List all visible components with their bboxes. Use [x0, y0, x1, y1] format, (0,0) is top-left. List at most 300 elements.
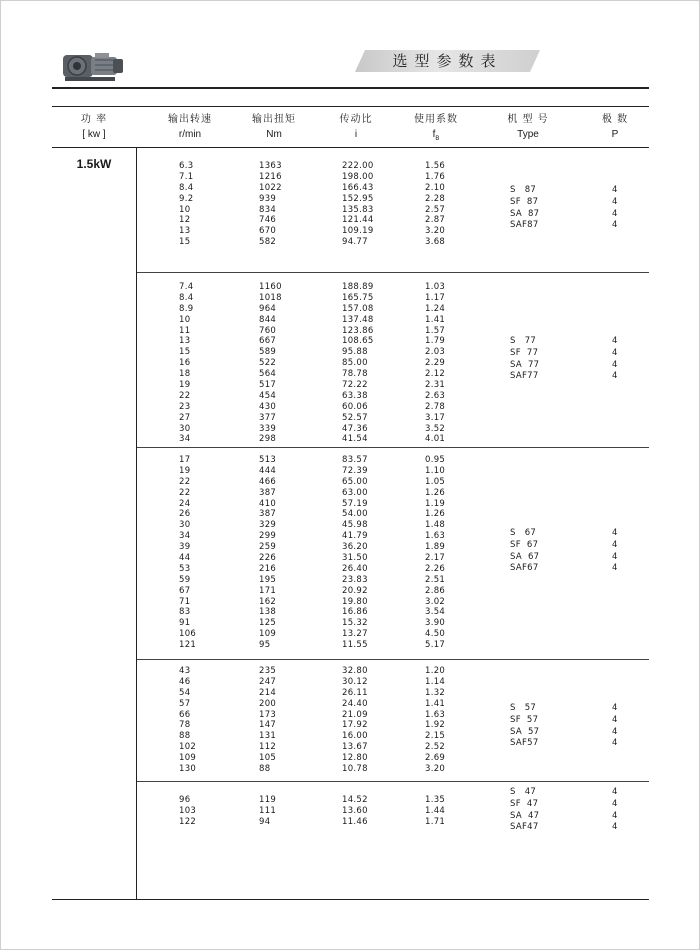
- ratio-cell: 45.98: [342, 520, 368, 531]
- output-torque-cell: 760: [259, 325, 277, 336]
- ratio-cell: 24.40: [342, 698, 368, 709]
- output-torque-cell: 119: [259, 795, 277, 805]
- pole-cell: 4: [612, 347, 618, 358]
- ratio-cell: 63.38: [342, 390, 368, 401]
- ratio-cell: 13.60: [342, 805, 368, 816]
- type-row: [510, 738, 650, 750]
- ratio-cell: 63.00: [342, 487, 368, 498]
- output-torque-cell: 589: [259, 347, 277, 358]
- output-speed-cell: 19: [179, 380, 191, 391]
- output-torque-cell: 1216: [259, 171, 282, 182]
- service-factor-cell: 2.29: [425, 358, 446, 369]
- output-speed-cell: 17: [179, 455, 191, 465]
- output-torque-cell: 226: [259, 553, 277, 564]
- service-factor-cell: 2.87: [425, 215, 446, 226]
- ratio-cell: 137.48: [342, 314, 374, 325]
- output-torque-cell: 522: [259, 358, 277, 369]
- service-factor-cell: 1.24: [425, 303, 446, 314]
- output-torque-cell: 466: [259, 476, 277, 487]
- output-torque-cell: 112: [259, 742, 277, 753]
- pole-cell: 4: [612, 822, 618, 833]
- type-cell: S 47: [510, 787, 537, 797]
- pole-cell: 4: [612, 714, 618, 725]
- pole-cell: 4: [612, 738, 618, 749]
- service-factor-cell: 2.10: [425, 182, 446, 193]
- output-torque-cell: 339: [259, 423, 277, 434]
- output-speed-cell: 122: [179, 816, 197, 827]
- output-speed-cell: 12: [179, 215, 191, 226]
- output-speed-cell: 91: [179, 618, 191, 629]
- pole-cell: 4: [612, 726, 618, 737]
- ratio-cell: 12.80: [342, 753, 368, 764]
- type-list: [510, 703, 650, 750]
- spec-group: [137, 147, 649, 272]
- output-speed-cell: 96: [179, 795, 191, 805]
- type-cell: S 87: [510, 185, 537, 195]
- type-row: [510, 209, 650, 221]
- service-factor-cell: 2.26: [425, 563, 446, 574]
- type-row: [510, 197, 650, 209]
- output-speed-cell: 39: [179, 542, 191, 553]
- header-output-torque: 输出扭矩 Nm: [252, 114, 296, 140]
- service-factor-cell: 0.95: [425, 455, 446, 465]
- ratio-cell: 108.65: [342, 336, 374, 347]
- service-factor-cell: 1.79: [425, 336, 446, 347]
- output-speed-cell: 57: [179, 698, 191, 709]
- gear-motor-icon: [57, 47, 129, 83]
- service-factor-cell: 1.10: [425, 465, 446, 476]
- type-cell: S 67: [510, 528, 537, 538]
- ratio-cell: 13.27: [342, 629, 368, 640]
- pole-cell: 4: [612, 551, 618, 562]
- output-torque-cell: 834: [259, 204, 277, 215]
- output-speed-cell: 103: [179, 805, 197, 816]
- output-torque-cell: 171: [259, 585, 277, 596]
- output-speed-cell: 8.4: [179, 182, 194, 193]
- output-speed-cell: 6.3: [179, 161, 194, 171]
- output-speed-cell: 54: [179, 687, 191, 698]
- output-torque-cell: 454: [259, 390, 277, 401]
- title-band: [355, 50, 540, 72]
- type-cell: SAF47: [510, 822, 539, 833]
- service-factor-cell: 1.20: [425, 666, 446, 676]
- ratio-cell: 165.75: [342, 292, 374, 303]
- pole-cell: 4: [612, 787, 618, 797]
- type-row: [510, 336, 650, 348]
- output-speed-cell: 15: [179, 237, 191, 248]
- ratio-cell: 20.92: [342, 585, 368, 596]
- service-factor-cell: 4.50: [425, 629, 446, 640]
- output-speed-cell: 34: [179, 434, 191, 445]
- type-cell: S 57: [510, 703, 537, 713]
- ratio-cell: 54.00: [342, 509, 368, 520]
- output-speed-cell: 66: [179, 709, 191, 720]
- output-speed-cell: 34: [179, 531, 191, 542]
- service-factor-cell: 3.17: [425, 412, 446, 423]
- output-speed-cell: 44: [179, 553, 191, 564]
- service-factor-cell: 2.57: [425, 204, 446, 215]
- ratio-cell: 95.88: [342, 347, 368, 358]
- ratio-cell: 15.32: [342, 618, 368, 629]
- ratio-cell: 26.40: [342, 563, 368, 574]
- type-list: [510, 787, 650, 834]
- service-factor-cell: 1.57: [425, 325, 446, 336]
- output-speed-cell: 7.1: [179, 171, 194, 182]
- output-torque-cell: 517: [259, 380, 277, 391]
- ratio-cell: 23.83: [342, 574, 368, 585]
- service-factor-cell: 2.63: [425, 390, 446, 401]
- service-factor-cell: 3.90: [425, 618, 446, 629]
- service-factor-cell: 3.68: [425, 237, 446, 248]
- output-torque-cell: 195: [259, 574, 277, 585]
- output-speed-cell: 43: [179, 666, 191, 676]
- spec-group: [137, 272, 649, 447]
- ratio-cell: 16.00: [342, 731, 368, 742]
- spec-group: [137, 659, 649, 781]
- service-factor-cell: 2.28: [425, 193, 446, 204]
- type-cell: SA 67: [510, 551, 540, 562]
- output-torque-cell: 746: [259, 215, 277, 226]
- output-torque-cell: 1022: [259, 182, 282, 193]
- service-factor-cell: 3.54: [425, 607, 446, 618]
- header-type: 机 型 号 Type: [507, 114, 549, 140]
- output-torque-cell: 844: [259, 314, 277, 325]
- ratio-cell: 166.43: [342, 182, 374, 193]
- service-factor-cell: 2.31: [425, 380, 446, 391]
- type-cell: SA 77: [510, 359, 540, 370]
- output-speed-cell: 102: [179, 742, 197, 753]
- output-speed-cell: 22: [179, 390, 191, 401]
- service-factor-cell: 1.19: [425, 498, 446, 509]
- output-torque-cell: 138: [259, 607, 277, 618]
- output-speed-cell: 7.4: [179, 282, 194, 292]
- service-factor-cell: 1.56: [425, 161, 446, 171]
- type-row: [510, 552, 650, 564]
- ratio-cell: 157.08: [342, 303, 374, 314]
- type-row: [510, 220, 650, 232]
- output-speed-cell: 13: [179, 226, 191, 237]
- type-row: [510, 348, 650, 360]
- ratio-cell: 52.57: [342, 412, 368, 423]
- type-cell: SF 47: [510, 798, 539, 809]
- output-speed-cell: 121: [179, 640, 197, 651]
- ratio-cell: 188.89: [342, 282, 374, 292]
- output-torque-cell: 147: [259, 720, 277, 731]
- service-factor-cell: 2.78: [425, 401, 446, 412]
- ratio-cell: 47.36: [342, 423, 368, 434]
- type-list: [510, 336, 650, 383]
- type-row: [510, 787, 650, 799]
- type-row: [510, 540, 650, 552]
- ratio-cell: 26.11: [342, 687, 368, 698]
- output-speed-cell: 106: [179, 629, 197, 640]
- output-torque-cell: 513: [259, 455, 277, 465]
- output-torque-cell: 670: [259, 226, 277, 237]
- output-torque-cell: 216: [259, 563, 277, 574]
- table-header: [52, 107, 649, 148]
- output-torque-cell: 1018: [259, 292, 282, 303]
- ratio-cell: 11.46: [342, 816, 368, 827]
- output-torque-cell: 387: [259, 487, 277, 498]
- output-torque-cell: 125: [259, 618, 277, 629]
- header-poles: 极 数 P: [601, 114, 629, 140]
- service-factor-cell: 1.05: [425, 476, 446, 487]
- type-cell: SF 77: [510, 347, 539, 358]
- pole-cell: 4: [612, 563, 618, 574]
- service-factor-cell: 1.76: [425, 171, 446, 182]
- page-title: 选型参数表: [392, 52, 503, 70]
- ratio-cell: 32.80: [342, 666, 368, 676]
- ratio-cell: 19.80: [342, 596, 368, 607]
- pole-cell: 4: [612, 703, 618, 713]
- header-rule: [52, 87, 649, 89]
- type-row: [510, 811, 650, 823]
- pole-cell: 4: [612, 798, 618, 809]
- pole-cell: 4: [612, 336, 618, 346]
- service-factor-cell: 1.48: [425, 520, 446, 531]
- output-torque-cell: 564: [259, 369, 277, 380]
- output-speed-cell: 88: [179, 731, 191, 742]
- output-torque-cell: 162: [259, 596, 277, 607]
- ratio-cell: 94.77: [342, 237, 368, 248]
- output-speed-cell: 22: [179, 476, 191, 487]
- service-factor-cell: 2.12: [425, 369, 446, 380]
- output-torque-cell: 410: [259, 498, 277, 509]
- output-torque-cell: 1160: [259, 282, 282, 292]
- service-factor-cell: 2.69: [425, 753, 446, 764]
- service-factor-cell: 2.52: [425, 742, 446, 753]
- service-factor-cell: 1.44: [425, 805, 446, 816]
- output-speed-cell: 59: [179, 574, 191, 585]
- type-cell: SA 57: [510, 726, 540, 737]
- output-torque-cell: 329: [259, 520, 277, 531]
- service-factor-cell: 5.17: [425, 640, 446, 651]
- service-factor-cell: 1.41: [425, 314, 446, 325]
- output-torque-cell: 247: [259, 676, 277, 687]
- ratio-cell: 60.06: [342, 401, 368, 412]
- ratio-cell: 109.19: [342, 226, 374, 237]
- output-speed-cell: 8.9: [179, 303, 194, 314]
- output-torque-cell: 444: [259, 465, 277, 476]
- ratio-cell: 21.09: [342, 709, 368, 720]
- header-power: 功 率 [ kw ]: [80, 114, 108, 140]
- pole-cell: 4: [612, 810, 618, 821]
- output-speed-cell: 10: [179, 314, 191, 325]
- service-factor-cell: 2.15: [425, 731, 446, 742]
- ratio-cell: 72.39: [342, 465, 368, 476]
- output-speed-cell: 8.4: [179, 292, 194, 303]
- ratio-cell: 78.78: [342, 369, 368, 380]
- type-cell: SAF87: [510, 220, 539, 231]
- output-torque-cell: 667: [259, 336, 277, 347]
- output-torque-cell: 939: [259, 193, 277, 204]
- output-speed-cell: 15: [179, 347, 191, 358]
- output-torque-cell: 259: [259, 542, 277, 553]
- output-torque-cell: 299: [259, 531, 277, 542]
- service-factor-cell: 1.92: [425, 720, 446, 731]
- type-cell: SF 67: [510, 539, 539, 550]
- output-torque-cell: 298: [259, 434, 277, 445]
- output-speed-cell: 10: [179, 204, 191, 215]
- output-torque-cell: 173: [259, 709, 277, 720]
- service-factor-cell: 1.89: [425, 542, 446, 553]
- output-speed-cell: 27: [179, 412, 191, 423]
- output-speed-cell: 53: [179, 563, 191, 574]
- output-speed-cell: 130: [179, 764, 197, 775]
- type-row: [510, 727, 650, 739]
- output-speed-cell: 30: [179, 423, 191, 434]
- output-torque-cell: 94: [259, 816, 271, 827]
- pole-cell: 4: [612, 196, 618, 207]
- ratio-cell: 123.86: [342, 325, 374, 336]
- service-factor-cell: 2.17: [425, 553, 446, 564]
- service-factor-cell: 1.17: [425, 292, 446, 303]
- output-speed-cell: 109: [179, 753, 197, 764]
- ratio-cell: 17.92: [342, 720, 368, 731]
- spec-group: [137, 447, 649, 659]
- output-torque-cell: 200: [259, 698, 277, 709]
- spec-group: [137, 781, 649, 899]
- output-torque-cell: 582: [259, 237, 277, 248]
- output-speed-cell: 83: [179, 607, 191, 618]
- service-factor-cell: 3.02: [425, 596, 446, 607]
- service-factor-cell: 2.51: [425, 574, 446, 585]
- type-row: [510, 371, 650, 383]
- service-factor-cell: 1.26: [425, 509, 446, 520]
- pole-cell: 4: [612, 359, 618, 370]
- output-torque-cell: 235: [259, 666, 277, 676]
- ratio-cell: 135.83: [342, 204, 374, 215]
- output-speed-cell: 19: [179, 465, 191, 476]
- type-row: [510, 703, 650, 715]
- ratio-cell: 13.67: [342, 742, 368, 753]
- type-list: [510, 185, 650, 232]
- output-speed-cell: 71: [179, 596, 191, 607]
- type-cell: SA 47: [510, 810, 540, 821]
- pole-cell: 4: [612, 220, 618, 231]
- type-cell: SA 87: [510, 208, 540, 219]
- output-speed-cell: 46: [179, 676, 191, 687]
- output-speed-cell: 13: [179, 336, 191, 347]
- type-row: [510, 799, 650, 811]
- ratio-cell: 31.50: [342, 553, 368, 564]
- output-torque-cell: 105: [259, 753, 277, 764]
- ratio-cell: 152.95: [342, 193, 374, 204]
- output-speed-cell: 78: [179, 720, 191, 731]
- output-torque-cell: 214: [259, 687, 277, 698]
- output-torque-cell: 377: [259, 412, 277, 423]
- ratio-cell: 36.20: [342, 542, 368, 553]
- type-row: [510, 360, 650, 372]
- output-torque-cell: 109: [259, 629, 277, 640]
- output-speed-cell: 16: [179, 358, 191, 369]
- output-speed-cell: 23: [179, 401, 191, 412]
- service-factor-cell: 2.03: [425, 347, 446, 358]
- type-row: [510, 528, 650, 540]
- ratio-cell: 16.86: [342, 607, 368, 618]
- service-factor-cell: 3.20: [425, 764, 446, 775]
- ratio-cell: 41.79: [342, 531, 368, 542]
- header-ratio: 传动比 i: [339, 114, 373, 140]
- output-speed-cell: 30: [179, 520, 191, 531]
- output-torque-cell: 1363: [259, 161, 282, 171]
- service-factor-cell: 1.26: [425, 487, 446, 498]
- ratio-cell: 10.78: [342, 764, 368, 775]
- output-torque-cell: 111: [259, 805, 277, 816]
- ratio-cell: 198.00: [342, 171, 374, 182]
- service-factor-cell: 1.32: [425, 687, 446, 698]
- type-row: [510, 822, 650, 834]
- type-row: [510, 185, 650, 197]
- type-cell: SAF67: [510, 563, 539, 574]
- pole-cell: 4: [612, 371, 618, 382]
- output-speed-cell: 24: [179, 498, 191, 509]
- output-speed-cell: 9.2: [179, 193, 194, 204]
- pole-cell: 4: [612, 208, 618, 219]
- ratio-cell: 83.57: [342, 455, 368, 465]
- output-speed-cell: 67: [179, 585, 191, 596]
- service-factor-cell: 3.20: [425, 226, 446, 237]
- type-cell: SAF57: [510, 738, 539, 749]
- service-factor-cell: 1.71: [425, 816, 446, 827]
- type-cell: SAF77: [510, 371, 539, 382]
- ratio-cell: 121.44: [342, 215, 374, 226]
- ratio-cell: 57.19: [342, 498, 368, 509]
- output-torque-cell: 131: [259, 731, 277, 742]
- ratio-cell: 11.55: [342, 640, 368, 651]
- output-torque-cell: 430: [259, 401, 277, 412]
- service-factor-cell: 2.86: [425, 585, 446, 596]
- service-factor-cell: 1.14: [425, 676, 446, 687]
- service-factor-cell: 4.01: [425, 434, 446, 445]
- service-factor-cell: 1.41: [425, 698, 446, 709]
- type-list: [510, 528, 650, 575]
- ratio-cell: 30.12: [342, 676, 368, 687]
- type-row: [510, 563, 650, 575]
- output-speed-cell: 18: [179, 369, 191, 380]
- selection-table: [52, 106, 649, 900]
- output-torque-cell: 964: [259, 303, 277, 314]
- pole-cell: 4: [612, 185, 618, 195]
- header-output-speed: 输出转速 r/min: [168, 114, 212, 140]
- header-service-factor: 使用系数 $f_B$: [414, 114, 458, 142]
- service-factor-cell: 1.63: [425, 709, 446, 720]
- ratio-cell: 72.22: [342, 380, 368, 391]
- service-factor-cell: 1.63: [425, 531, 446, 542]
- service-factor-cell: 1.03: [425, 282, 446, 292]
- output-speed-cell: 11: [179, 325, 191, 336]
- type-cell: SF 57: [510, 714, 539, 725]
- output-torque-cell: 88: [259, 764, 271, 775]
- ratio-cell: 41.54: [342, 434, 368, 445]
- service-factor-cell: 1.35: [425, 795, 446, 805]
- ratio-cell: 222.00: [342, 161, 374, 171]
- type-row: [510, 715, 650, 727]
- power-value: 1.5kW: [76, 157, 112, 171]
- ratio-cell: 85.00: [342, 358, 368, 369]
- output-torque-cell: 95: [259, 640, 271, 651]
- ratio-cell: 65.00: [342, 476, 368, 487]
- type-cell: SF 87: [510, 196, 539, 207]
- service-factor-cell: 3.52: [425, 423, 446, 434]
- pole-cell: 4: [612, 528, 618, 538]
- pole-cell: 4: [612, 539, 618, 550]
- ratio-cell: 14.52: [342, 795, 368, 805]
- type-cell: S 77: [510, 336, 537, 346]
- output-speed-cell: 26: [179, 509, 191, 520]
- output-speed-cell: 22: [179, 487, 191, 498]
- output-torque-cell: 387: [259, 509, 277, 520]
